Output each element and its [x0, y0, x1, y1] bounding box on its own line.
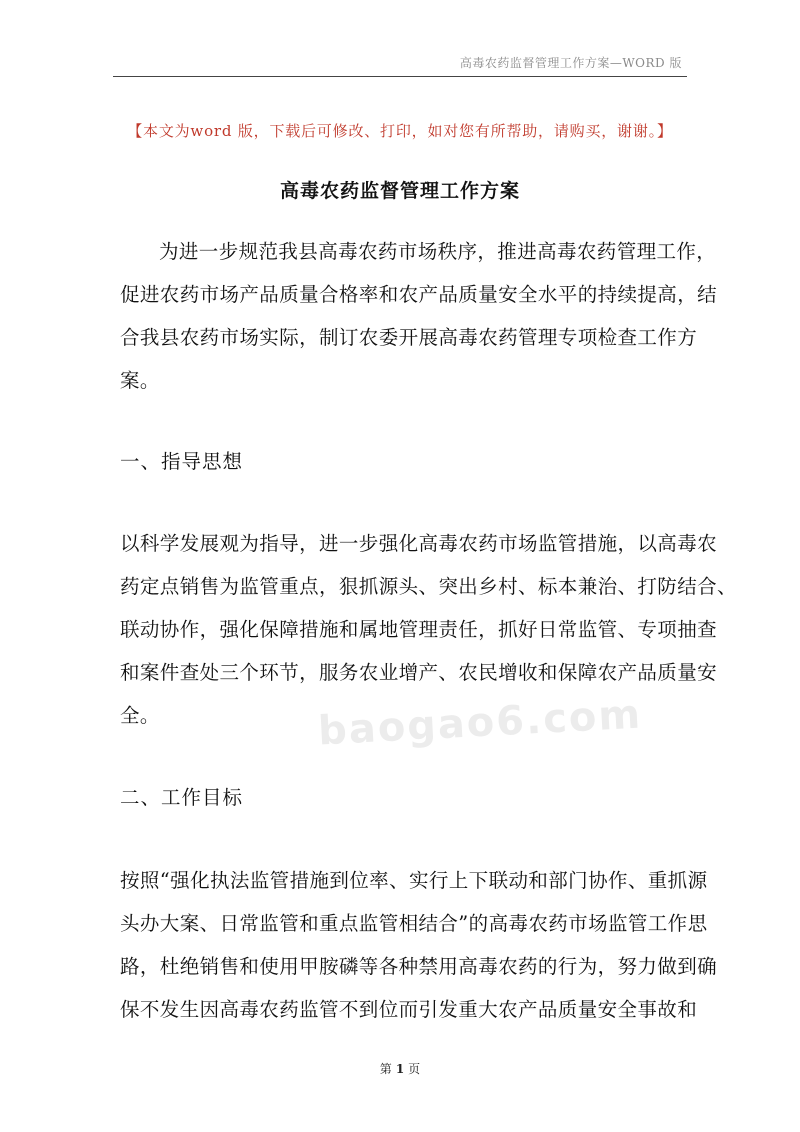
paragraph-line: 和案件查处三个环节，服务农业增产、农民增收和保障农产品质量安	[120, 661, 718, 684]
document-title: 高毒农药监督管理工作方案	[279, 180, 520, 202]
header-divider	[113, 76, 687, 77]
work-goals-paragraph	[120, 859, 718, 1031]
section-heading-guiding-ideology: 一、指导思想	[120, 450, 244, 473]
purchase-notice: 【本文为word 版，下载后可修改、打印，如对您有所帮助，请购买，谢谢。】	[127, 122, 673, 140]
paragraph-line: 联动协作，强化保障措施和属地管理责任，抓好日常监管、专项抽查	[120, 618, 718, 641]
paragraph-line: 头办大案、日常监管和重点监管相结合”的高毒农药市场监管工作思	[120, 912, 708, 935]
site-watermark: baogao6.com	[317, 691, 644, 755]
guiding-ideology-paragraph	[120, 522, 737, 737]
running-header: 高毒农药监督管理工作方案—WORD 版	[459, 56, 682, 70]
paragraph-line: 合我县农药市场实际，制订农委开展高毒农药管理专项检查工作方	[120, 326, 698, 349]
paragraph-line: 保不发生因高毒农药监管不到位而引发重大农产品质量安全事故和	[120, 998, 698, 1021]
section-heading-work-goals: 二、工作目标	[120, 786, 244, 809]
paragraph-line: 促进农药市场产品质量合格率和农产品质量安全水平的持续提高，结	[120, 283, 718, 306]
paragraph-line: 案。	[120, 369, 160, 392]
page-number: 1	[395, 1062, 405, 1076]
paragraph-line: 药定点销售为监管重点，狠抓源头、突出乡村、标本兼治、打防结合、	[120, 575, 737, 598]
intro-paragraph	[120, 230, 718, 402]
page-prefix: 第	[379, 1062, 392, 1076]
paragraph-line: 路，杜绝销售和使用甲胺磷等各种禁用高毒农药的行为，努力做到确	[120, 955, 718, 978]
paragraph-line: 全。	[120, 704, 160, 727]
paragraph-line: 按照“强化执法监管措施到位率、实行上下联动和部门协作、重抓源	[120, 869, 708, 892]
paragraph-line: 为进一步规范我县高毒农药市场秩序，推进高毒农药管理工作，	[159, 240, 717, 263]
page-footer	[0, 1060, 800, 1077]
paragraph-line: 以科学发展观为指导，进一步强化高毒农药市场监管措施，以高毒农	[120, 532, 718, 555]
page-suffix: 页	[408, 1062, 421, 1076]
